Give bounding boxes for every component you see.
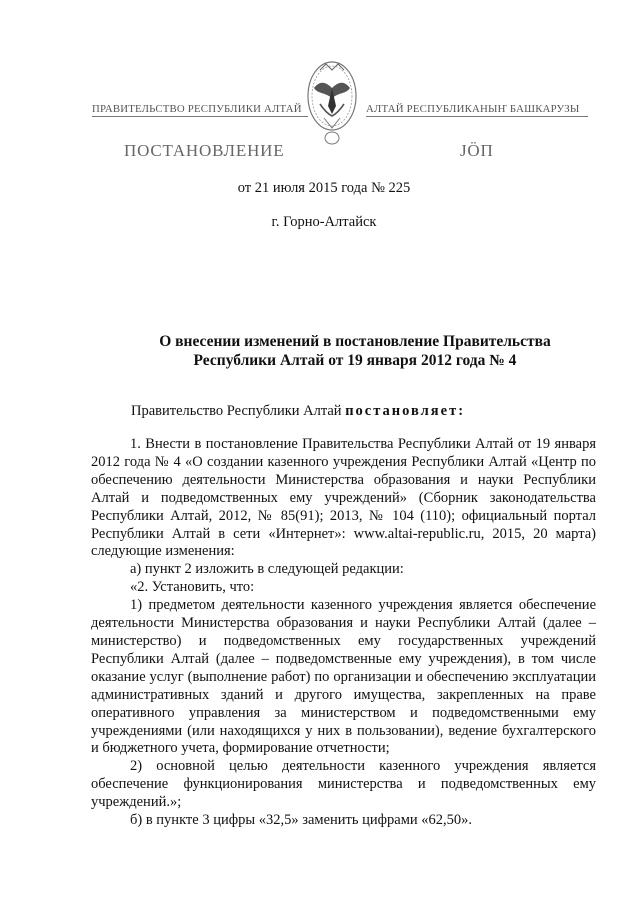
document-type-ru: ПОСТАНОВЛЕНИЕ (124, 141, 285, 160)
document-date-number: от 21 июля 2015 года № 225 (237, 180, 411, 196)
intro-text: Правительство Республики Алтай (131, 403, 342, 419)
coat-of-arms-icon (306, 58, 358, 150)
paragraph-2: а) пункт 2 изложить в следующей редакции: (130, 561, 404, 578)
document-city: г. Горно-Алтайск (271, 214, 377, 230)
document-title: О внесении изменений в постановление Правительства Республики Алтай от 19 января 2012 года № 4 (159, 333, 551, 369)
intro-keyword: постановляет: (345, 403, 466, 419)
document-body (91, 436, 596, 830)
paragraph-4: 1) предметом деятельности казенного учреждения является обеспечение деятельности Министерства образования и науки Республики Алтай (далее – министерство) и подведомственных ему государственных учреждений Республики Алтай (далее – подведомственные ему учреждения), в том числе оказание услуг (выполнение работ) по организации и обеспечению эксплуатации административных зданий и другого имущества, закрепленных на праве оперативного управления за министерством и подведомственными ему учреждениями (или находящихся у них в пользовании), ведение бухгалтерского и бюджетного учета, формирование отчетности; (91, 597, 596, 757)
document-type-alt: ЈӦП (460, 141, 494, 160)
paragraph-1: 1. Внести в постановление Правительства Республики Алтай от 19 января 2012 года № 4 «О создании казенного учреждения Республики Алтай «Центр по обеспечению деятельности Министерства образования и науки Республики Алтай и подведомственных ему учреждений» (Сборник законодательства Республики Алтай, 2012, № 85(91); 2013, № 104 (110); официальный портал Республики Алтай в сети «Интернет»: www.altai-republic.ru, 2015, 20 марта) следующие изменения: (91, 436, 596, 560)
header-rule-right (366, 116, 588, 117)
intro-line (131, 403, 465, 420)
paragraph-6: б) в пункте 3 цифры «32,5» заменить цифрами «62,50». (130, 812, 473, 829)
paragraph-3: «2. Установить, что: (130, 579, 255, 596)
paragraph-5: 2) основной целью деятельности казенного учреждения является обеспечение функционирования министерства и подведомственных ему учреждений.»; (91, 758, 596, 811)
government-name-alt: АЛТАЙ РЕСПУБЛИКАНЫҤ БАШКАРУЗЫ (366, 103, 580, 115)
header-rule-left (92, 116, 308, 117)
government-name-ru: ПРАВИТЕЛЬСТВО РЕСПУБЛИКИ АЛТАЙ (92, 103, 302, 115)
